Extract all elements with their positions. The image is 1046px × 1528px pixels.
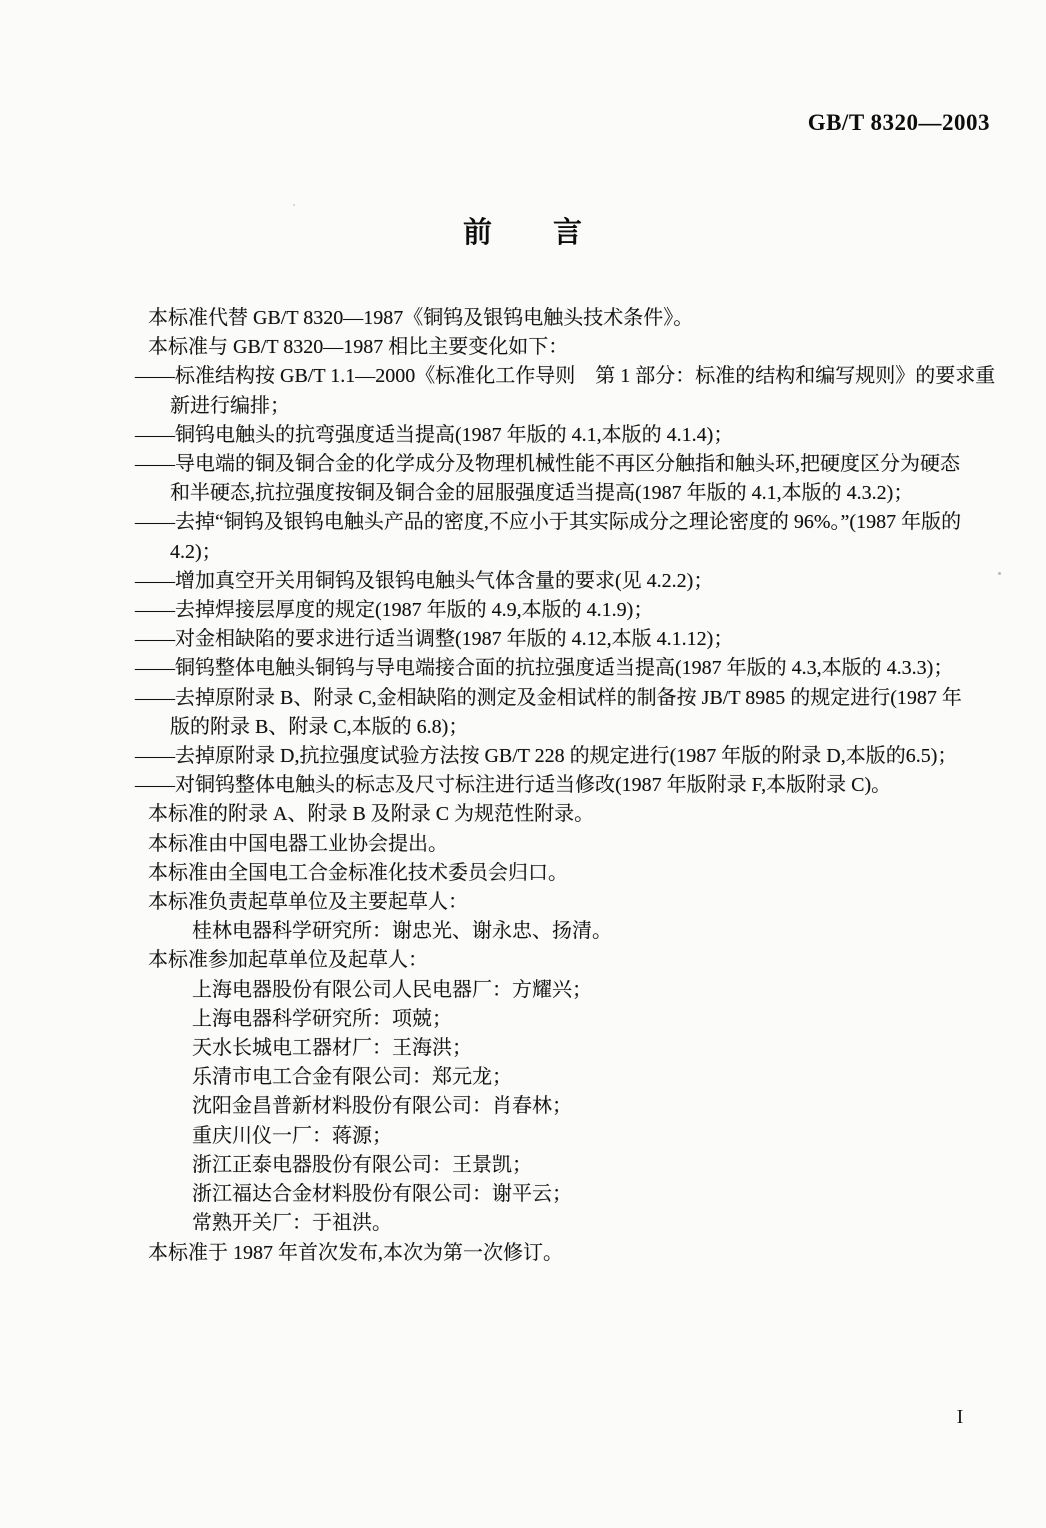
text-line: 本标准由中国电器工业协会提出。 [148,832,448,855]
text-line: 4.2)； [170,540,222,563]
text-line: 新进行编排； [170,394,290,417]
text-line: ——去掉“铜钨及银钨电触头产品的密度,不应小于其实际成分之理论密度的 96%。”(1987 年版的 [135,511,962,534]
text-line: 沈阳金昌普新材料股份有限公司：肖春林； [192,1095,572,1118]
text-line: 上海电器股份有限公司人民电器厂：方耀兴； [192,978,592,1001]
text-line: 常熟开关厂：于祖洪。 [192,1212,392,1235]
text-line: 本标准的附录 A、附录 B 及附录 C 为规范性附录。 [148,803,595,826]
standard-code: GB/T 8320—2003 [807,110,990,135]
text-line: ——铜钨整体电触头铜钨与导电端接合面的抗拉强度适当提高(1987 年版的 4.3,本版的 4.3.3)； [135,657,954,680]
text-line: 乐清市电工合金有限公司：郑元龙； [192,1066,512,1089]
text-line: ——增加真空开关用铜钨及银钨电触头气体含量的要求(见 4.2.2)； [135,569,714,592]
text-line: 和半硬态,抗拉强度按铜及铜合金的屈服强度适当提高(1987 年版的 4.1,本版的 4.3.2)； [170,482,914,505]
scan-speck [293,204,295,206]
text-line: ——导电端的铜及铜合金的化学成分及物理机械性能不再区分触指和触头环,把硬度区分为硬态 [135,453,960,476]
text-line: 本标准代替 GB/T 8320—1987《铜钨及银钨电触头技术条件》。 [148,307,694,329]
text-line: 版的附录 B、附录 C,本版的 6.8)； [170,715,469,738]
text-line: ——铜钨电触头的抗弯强度适当提高(1987 年版的 4.1,本版的 4.1.4)； [135,423,734,446]
text-line: 本标准于 1987 年首次发布,本次为第一次修订。 [148,1241,563,1264]
text-line: 桂林电器科学研究所：谢忠光、谢永忠、扬清。 [192,920,612,943]
text-line: 重庆川仪一厂：蒋源； [192,1124,392,1147]
text-line: 本标准参加起草单位及起草人： [148,949,428,972]
text-line: 浙江正泰电器股份有限公司：王景凯； [192,1153,532,1176]
page-title: 前 言 [462,217,583,249]
scan-speck [998,572,1001,575]
text-line: 本标准由全国电工合金标准化技术委员会归口。 [148,861,568,884]
text-line: 本标准负责起草单位及主要起草人： [148,891,468,914]
text-line: ——对铜钨整体电触头的标志及尺寸标注进行适当修改(1987 年版附录 F,本版附录 C)。 [135,774,892,797]
page-number: I [956,1406,964,1428]
text-line: 浙江福达合金材料股份有限公司：谢平云； [192,1183,572,1206]
text-line: ——去掉原附录 B、附录 C,金相缺陷的测定及金相试样的制备按 JB/T 8985 的规定进行(1987 年 [135,686,962,709]
text-line: ——标准结构按 GB/T 1.1—2000《标准化工作导则 第 1 部分：标准的结构和编写规则》的要求重 [135,365,996,388]
text-line: ——对金相缺陷的要求进行适当调整(1987 年版的 4.12,本版 4.1.12)； [135,628,734,651]
text-line: ——去掉焊接层厚度的规定(1987 年版的 4.9,本版的 4.1.9)； [135,599,654,622]
text-line: 本标准与 GB/T 8320—1987 相比主要变化如下： [148,336,569,359]
text-line: 天水长城电工器材厂：王海洪； [192,1037,472,1060]
foreword-text [135,304,1008,1268]
text-line: ——去掉原附录 D,抗拉强度试验方法按 GB/T 228 的规定进行(1987 年版的附录 D,本版的6.5)； [135,745,958,768]
text-line: 上海电器科学研究所：项兢； [192,1007,452,1030]
